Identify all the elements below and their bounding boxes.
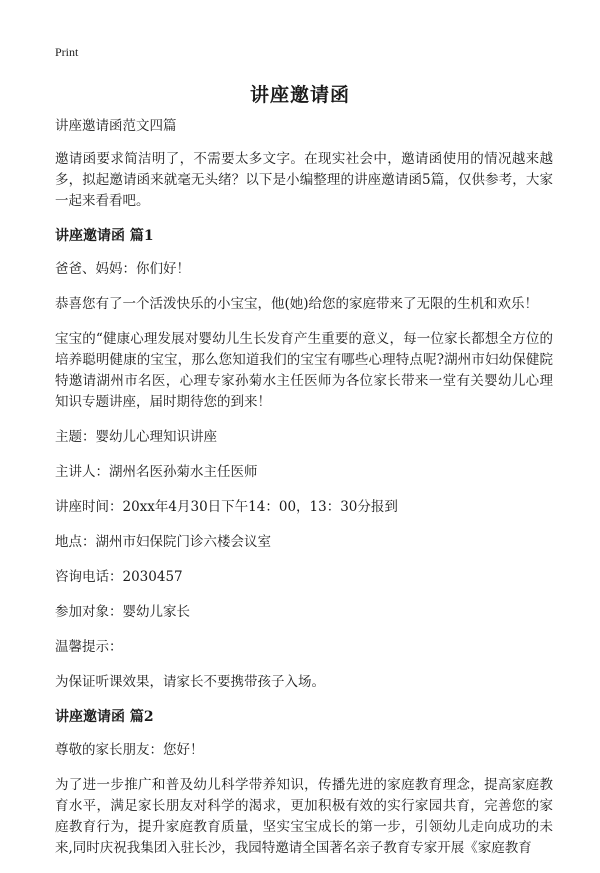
document-subtitle: 讲座邀请函范文四篇: [55, 118, 177, 134]
phone-line: 咨询电话：2030457: [55, 569, 183, 585]
section1-paragraph-2: 宝宝的“健康心理发展对婴幼儿生长发育产生重要的意义，每一位家长都想全方位的培养聪明健康的宝宝，那么您知道我们的宝宝有哪些心理特点呢?湖州市妇幼保健院特邀请湖州市名医，心理专家孙菊水主任医师为各位家长带来一堂有关婴幼儿心理知识专题讲座，届时期待您的到来！: [55, 331, 553, 410]
document-title: 讲座邀请函: [249, 84, 350, 106]
print-link[interactable]: Print: [55, 45, 79, 59]
section-heading-2: 讲座邀请函 篇2: [55, 709, 154, 725]
topic-line: 主题：婴幼儿心理知识讲座: [55, 429, 217, 445]
notice-text: 为保证听课效果，请家长不要携带孩子入场。: [55, 674, 325, 690]
section1-paragraph-1: 恭喜您有了一个活泼快乐的小宝宝，他(她)给您的家庭带来了无限的生机和欢乐！: [55, 296, 539, 312]
greeting-2: 尊敬的家长朋友：您好！: [55, 742, 204, 758]
speaker-line: 主讲人：湖州名医孙菊水主任医师: [55, 464, 258, 480]
audience-line: 参加对象：婴幼儿家长: [55, 604, 190, 620]
section-heading-1: 讲座邀请函 篇1: [55, 228, 154, 244]
intro-paragraph: 邀请函要求简洁明了，不需要太多文字。在现实社会中，邀请函使用的情况越来越多，拟起邀请函来就毫无头绪？以下是小编整理的讲座邀请函5篇，仅供参考，大家一起来看看吧。: [55, 151, 553, 209]
time-line: 讲座时间：20xx年4月30日下午14：00，13：30分报到: [55, 499, 398, 515]
section2-paragraph-1: 为了进一步推广和普及幼儿科学带养知识，传播先进的家庭教育理念，提高家庭教育水平，满足家长朋友对科学的渴求，更加积极有效的实行家园共育，完善您的家庭教育行为，提升家庭教育质量，坚实宝宝成长的第一步，引领幼儿走向成功的未来,同时庆祝我集团入驻长沙，我园特邀请全国著名亲子教育专家开展《家庭教育: [55, 777, 553, 856]
location-line: 地点：湖州市妇保院门诊六楼会议室: [55, 534, 271, 550]
greeting-1: 爸爸、妈妈：你们好！: [55, 261, 190, 277]
document-body: [55, 116, 553, 873]
notice-label: 温馨提示：: [55, 639, 123, 655]
